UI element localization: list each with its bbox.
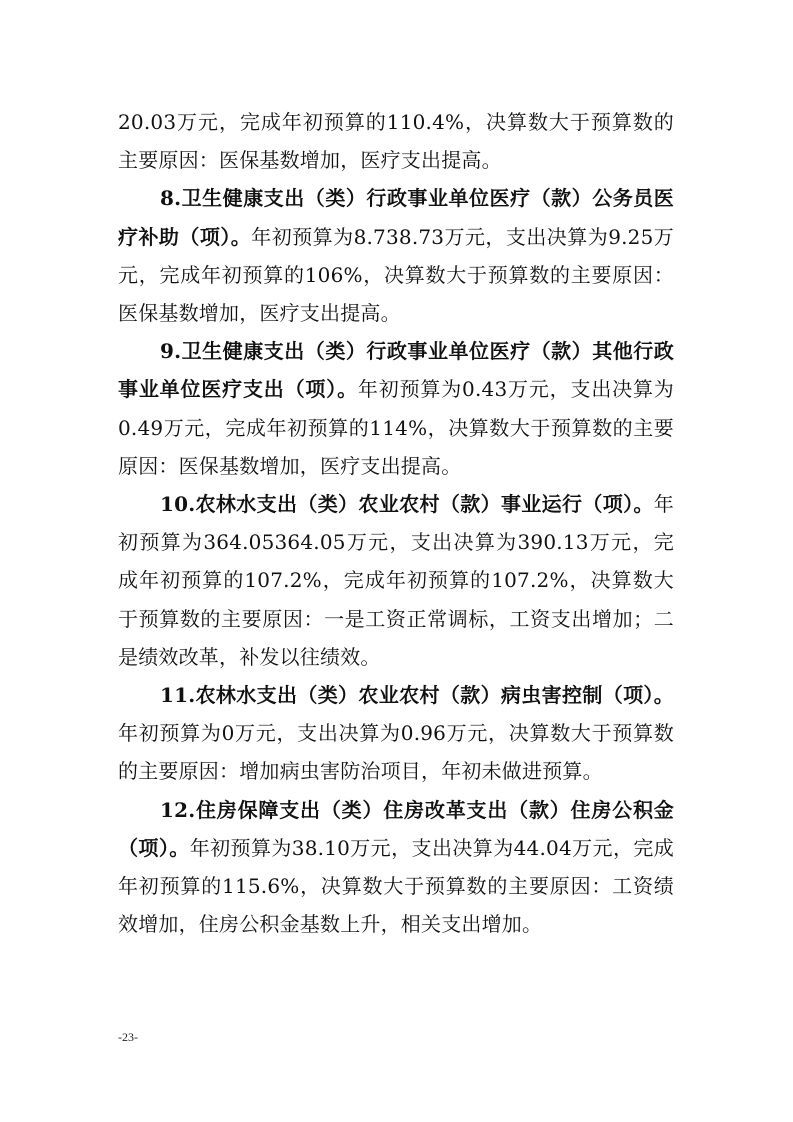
paragraph-item-12 (118, 791, 674, 944)
paragraph-item-10 (118, 485, 674, 676)
document-body (118, 103, 674, 943)
paragraph-continuation (118, 103, 674, 179)
paragraph-text: 年初预算为0.43万元，支出决算为0.49万元，完成年初预算的114%，决算数大于预算数的主要原因：医保基数增加，医疗支出提高。 (118, 377, 674, 478)
paragraph-text: 20.03万元，完成年初预算的110.4%，决算数大于预算数的主要原因：医保基数增加，医疗支出提高。 (118, 110, 674, 173)
paragraph-item-9 (118, 332, 674, 485)
paragraph-heading: 12.住房保障支出（类）住房改革支出（款）住房公积金（项）。 (118, 797, 674, 860)
paragraph-text: 年初预算为38.10万元，支出决算为44.04万元，完成年初预算的115.6%，决算数大于预算数的主要原因：工资绩效增加，住房公积金基数上升，相关支出增加。 (118, 835, 674, 937)
paragraph-heading: 10.农林水支出（类）农业农村（款）事业运行（项）。 (160, 492, 654, 517)
paragraph-text: 年初预算为8.738.73万元，支出决算为9.25万元，完成年初预算的106%，决算数大于预算数的主要原因：医保基数增加，医疗支出提高。 (118, 224, 674, 326)
paragraph-item-11 (118, 676, 674, 791)
paragraph-heading: 11.农林水支出（类）农业农村（款）病虫害控制（项）。 (160, 683, 674, 708)
page-number: -23- (118, 1030, 138, 1044)
paragraph-heading: 8.卫生健康支出（类）行政事业单位医疗（款）公务员医疗补助（项）。 (118, 186, 674, 249)
paragraph-text: 年初预算为0万元，支出决算为0.96万元，决算数大于预算数的主要原因：增加病虫害防治项目，年初未做进预算。 (118, 721, 674, 784)
paragraph-heading: 9.卫生健康支出（类）行政事业单位医疗（款）其他行政事业单位医疗支出（项）。 (118, 339, 674, 402)
paragraph-text: 年初预算为364.05364.05万元，支出决算为390.13万元，完成年初预算的107.2%，完成年初预算的107.2%，决算数大于预算数的主要原因：一是工资正常调标，工资支出增加；二是绩效改革，补发以往绩效。 (118, 492, 674, 669)
paragraph-item-8 (118, 179, 674, 332)
